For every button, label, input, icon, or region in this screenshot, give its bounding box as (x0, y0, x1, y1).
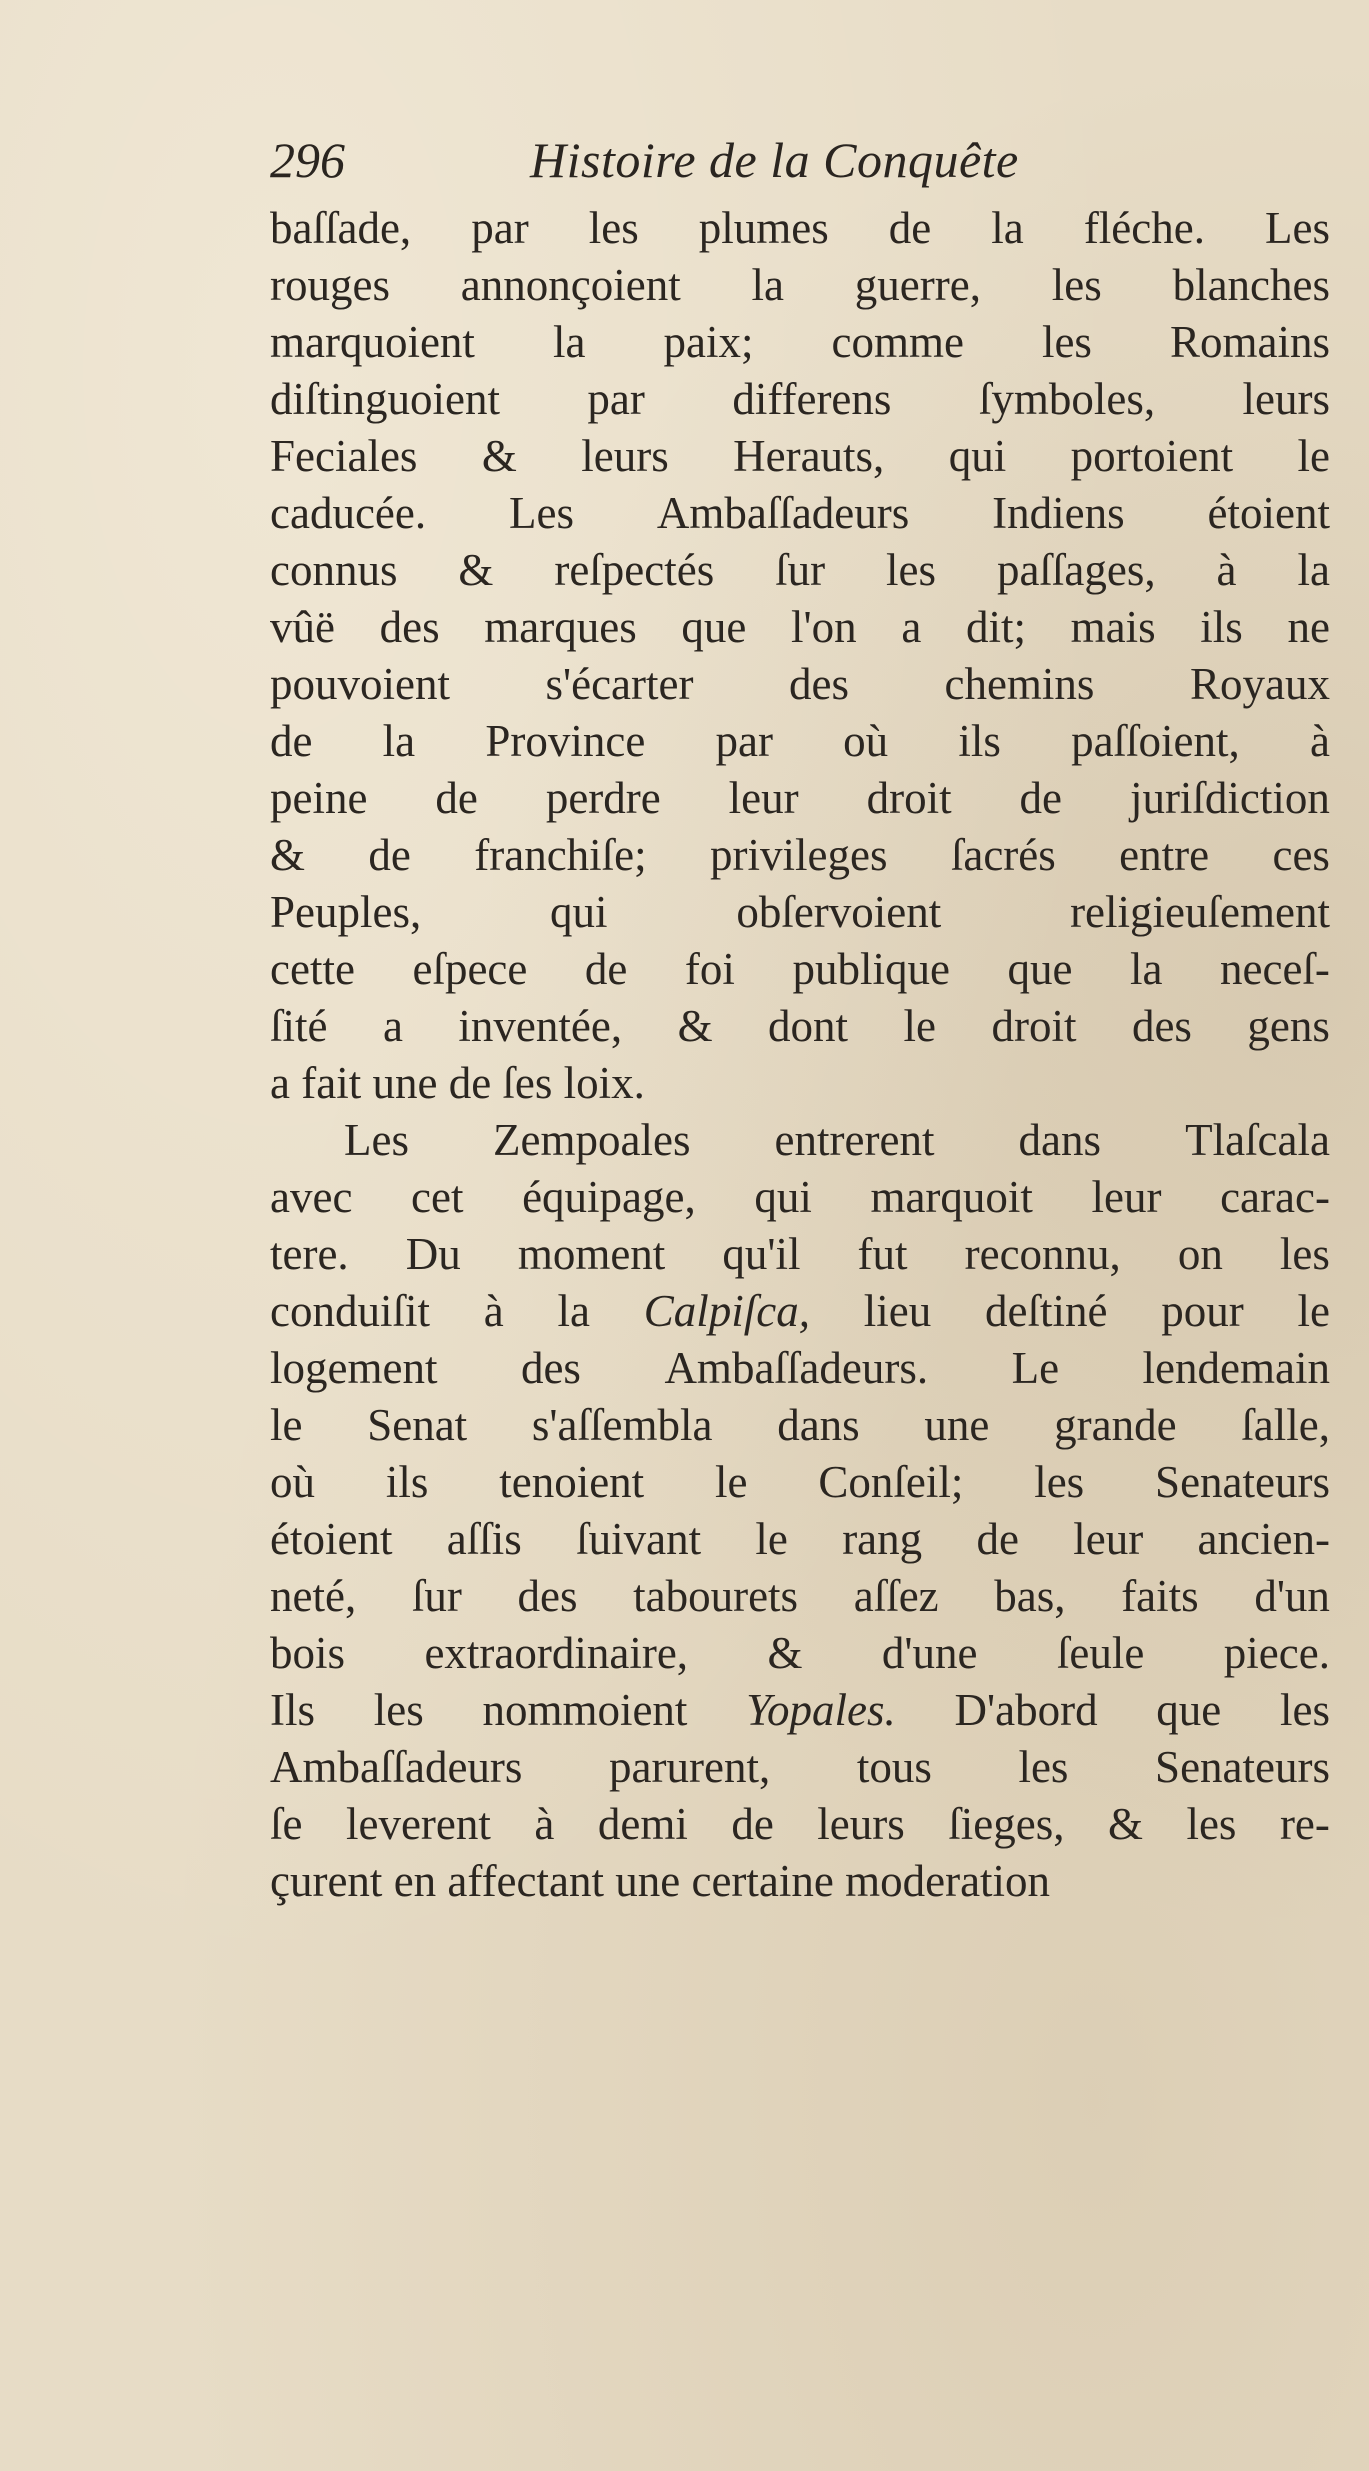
text-line: Ils les nommoient Yopales. D'abord que les (270, 1685, 1330, 1735)
text-line: de la Province par où ils paſſoient, à (270, 716, 1330, 766)
text-line: caducée. Les Ambaſſadeurs Indiens étoient (270, 488, 1330, 538)
text-line: où ils tenoient le Conſeil; les Senateurs (270, 1457, 1330, 1507)
text-line: bois extraordinaire, & d'une ſeule piece. (270, 1628, 1330, 1678)
text-line: a fait une de ſes loix. (270, 1058, 645, 1108)
page-number: 296 (270, 132, 345, 188)
text-line: conduiſit à la Calpiſca, lieu deſtiné pour le (270, 1286, 1330, 1336)
body-text (270, 200, 1330, 1910)
text-line: tere. Du moment qu'il fut reconnu, on les (270, 1229, 1330, 1279)
page-header (270, 120, 1330, 200)
text-line: connus & reſpectés ſur les paſſages, à la (270, 545, 1330, 595)
text-line: Feciales & leurs Herauts, qui portoient le (270, 431, 1330, 481)
text-line: cette eſpece de foi publique que la neceſ- (270, 944, 1330, 994)
text-line: vûë des marques que l'on a dit; mais ils ne (270, 602, 1330, 652)
text-line: ſe leverent à demi de leurs ſieges, & les re- (270, 1799, 1330, 1849)
text-line: Ambaſſadeurs parurent, tous les Senateurs (270, 1742, 1330, 1792)
text-line: Les Zempoales entrerent dans Tlaſcala (344, 1115, 1330, 1165)
text-line: neté, ſur des tabourets aſſez bas, faits d'un (270, 1571, 1330, 1621)
text-line: & de franchiſe; privileges ſacrés entre ces (270, 830, 1330, 880)
running-head: Histoire de la Conquête (530, 132, 1019, 188)
text-line: çurent en affectant une certaine moderation (270, 1856, 1051, 1906)
paragraph (270, 200, 1330, 1112)
text-line: pouvoient s'écarter des chemins Royaux (270, 659, 1330, 709)
text-line: avec cet équipage, qui marquoit leur carac- (270, 1172, 1330, 1222)
text-line: diſtinguoient par differens ſymboles, leurs (270, 374, 1330, 424)
text-line: logement des Ambaſſadeurs. Le lendemain (270, 1343, 1330, 1393)
text-line: peine de perdre leur droit de juriſdiction (270, 773, 1330, 823)
text-line: marquoient la paix; comme les Romains (270, 317, 1330, 367)
text-line: le Senat s'aſſembla dans une grande ſalle, (270, 1400, 1330, 1450)
text-line: ſité a inventée, & dont le droit des gens (270, 1001, 1330, 1051)
text-line: étoient aſſis ſuivant le rang de leur ancien- (270, 1514, 1330, 1564)
text-line: baſſade, par les plumes de la fléche. Les (270, 203, 1330, 253)
text-line: Peuples, qui obſervoient religieuſement (270, 887, 1330, 937)
paragraph (270, 1112, 1330, 1910)
text-line: rouges annonçoient la guerre, les blanches (270, 260, 1330, 310)
